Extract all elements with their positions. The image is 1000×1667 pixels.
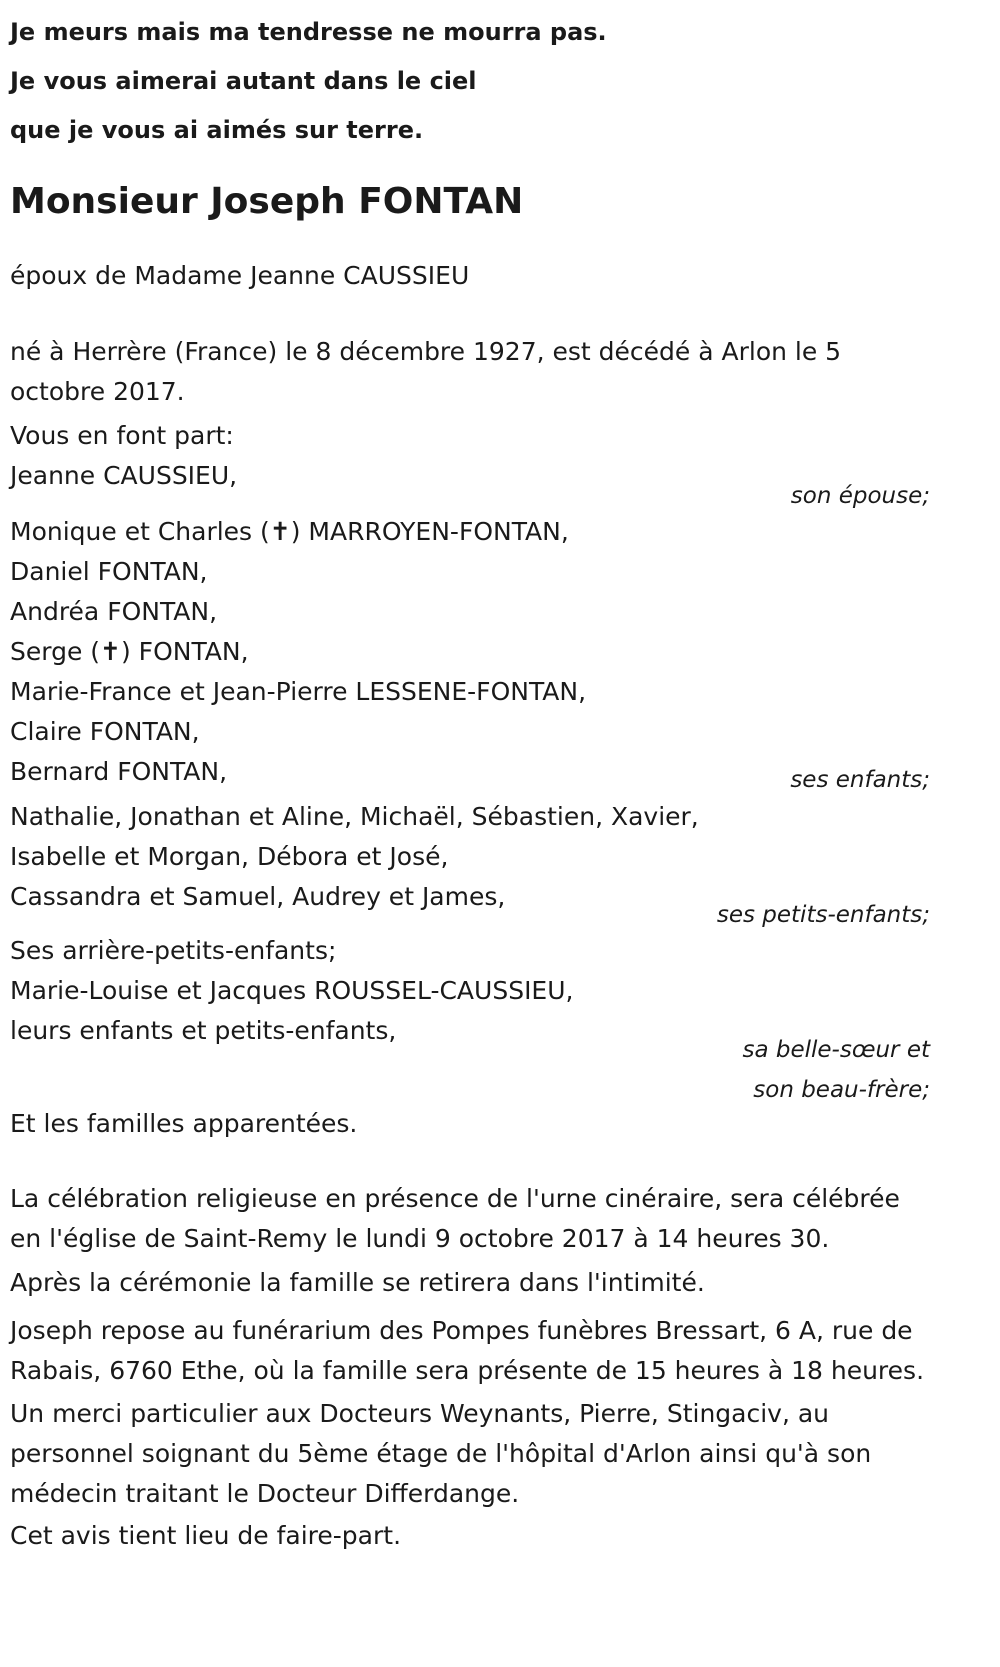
mourner-name: Marie-Louise et Jacques ROUSSEL-CAUSSIEU, — [10, 976, 574, 1005]
mourner-name: Serge (✝) FONTAN, — [10, 637, 249, 666]
families-line: Et les familles apparentées. — [10, 1109, 358, 1138]
intro-line: Vous en font part: — [10, 421, 234, 450]
quote-line: que je vous ai aimés sur terre. — [10, 116, 424, 144]
ceremony-paragraph — [10, 1179, 970, 1259]
thanks-paragraph — [10, 1394, 970, 1514]
after-ceremony-line: Après la cérémonie la famille se retirera dans l'intimité. — [10, 1268, 705, 1297]
relation-label: son épouse; — [790, 483, 930, 509]
thanks-line: Un merci particulier aux Docteurs Weynants, Pierre, Stingaciv, au — [10, 1399, 830, 1428]
relation-line: sa belle-sœur et — [742, 1037, 930, 1063]
spouse-line: époux de Madame Jeanne CAUSSIEU — [10, 261, 470, 290]
epigraph-quote — [10, 8, 607, 155]
quote-line: Je meurs mais ma tendresse ne mourra pas. — [10, 18, 607, 46]
mourner-name: Monique et Charles (✝) MARROYEN-FONTAN, — [10, 517, 569, 546]
relation-label: ses enfants; — [790, 767, 930, 793]
children-list — [10, 512, 970, 792]
relation-label: ses petits-enfants; — [716, 902, 930, 928]
mourner-name: Marie-France et Jean-Pierre LESSENE-FONTAN, — [10, 677, 587, 706]
birth-death-line: né à Herrère (France) le 8 décembre 1927, est décédé à Arlon le 5 — [10, 337, 842, 366]
mourner-name: Bernard FONTAN, — [10, 757, 228, 786]
mourner-name: Cassandra et Samuel, Audrey et James, — [10, 882, 506, 911]
mourner-name: Jeanne CAUSSIEU, — [10, 461, 238, 490]
mourner-name: Andréa FONTAN, — [10, 597, 218, 626]
ceremony-line: La célébration religieuse en présence de l'urne cinéraire, sera célébrée — [10, 1184, 900, 1213]
mourner-name: Daniel FONTAN, — [10, 557, 208, 586]
mourner-name: Claire FONTAN, — [10, 717, 200, 746]
thanks-line: médecin traitant le Docteur Differdange. — [10, 1479, 520, 1508]
mourner-name: Nathalie, Jonathan et Aline, Michaël, Sébastien, Xavier, — [10, 802, 699, 831]
relation-label — [530, 1030, 930, 1110]
thanks-line: personnel soignant du 5ème étage de l'hôpital d'Arlon ainsi qu'à son — [10, 1439, 872, 1468]
mourner-name: leurs enfants et petits-enfants, — [10, 1016, 397, 1045]
birth-death-line: octobre 2017. — [10, 377, 185, 406]
mourner-name: Isabelle et Morgan, Débora et José, — [10, 842, 449, 871]
funerarium-line: Joseph repose au funérarium des Pompes funèbres Bressart, 6 A, rue de — [10, 1316, 913, 1345]
ceremony-line: en l'église de Saint-Remy le lundi 9 octobre 2017 à 14 heures 30. — [10, 1224, 830, 1253]
funerarium-paragraph — [10, 1311, 970, 1391]
deceased-name: Monsieur Joseph FONTAN — [10, 181, 524, 222]
quote-line: Je vous aimerai autant dans le ciel — [10, 67, 477, 95]
relation-line: son beau-frère; — [753, 1077, 930, 1103]
birth-death-paragraph — [10, 332, 970, 412]
closing-line: Cet avis tient lieu de faire-part. — [10, 1521, 402, 1550]
mourner-name: Ses arrière-petits-enfants; — [10, 936, 337, 965]
funerarium-line: Rabais, 6760 Ethe, où la famille sera présente de 15 heures à 18 heures. — [10, 1356, 925, 1385]
